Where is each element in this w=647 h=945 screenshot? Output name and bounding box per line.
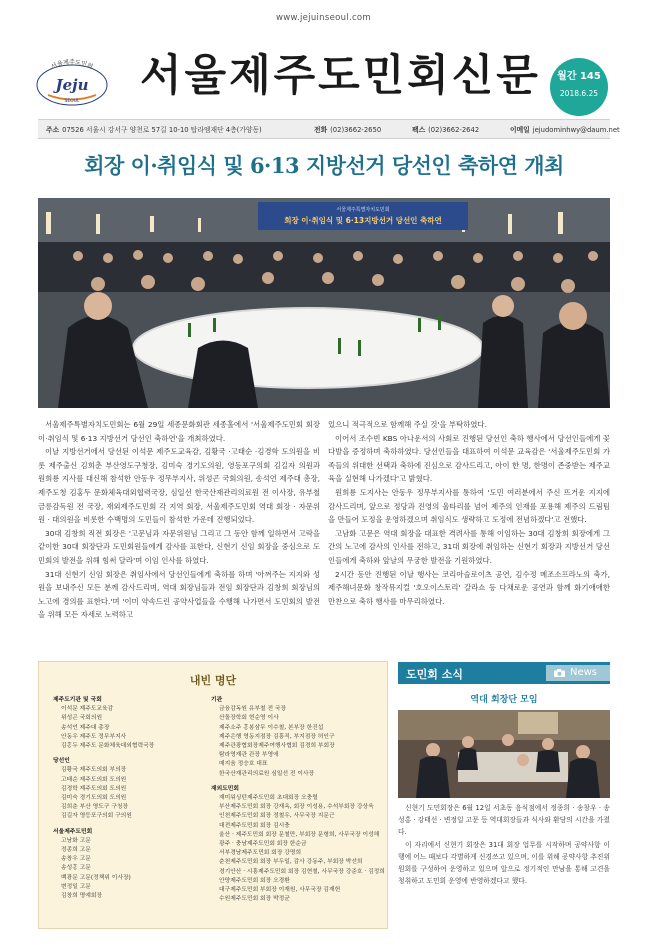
newspaper-title: 서울제주도민회신문 (140, 51, 541, 101)
banner-line2: 회장 이·취임식 및 6·13지방선거 당선인 축하연 (284, 216, 442, 225)
article-paragraph: 서울제주특별자치도민회는 6월 29일 세종문화회관 세종홀에서 '서울제주도민회 회장 이·취임식 및 6·13 지방선거 당선인 축하연'을 개최하였다. (38, 420, 320, 443)
issue-badge (550, 58, 608, 116)
news-paragraph: 이 자리에서 신현기 회장은 31대 회장 업무를 시작하며 공약사항 이행에 어느 때보다 각별하게 신경쓰고 있으며, 이를 위해 공약사항 추진위원회를 구성하여 운영하고 있으며 앞으로 정기적인 만남을 통해 고견을 청취하고 도민회 운영에 반영하겠다고 했다. (398, 840, 611, 886)
issue-date: 2018.6.25 (559, 89, 599, 98)
guest-entry: 춘천제주도민회 회장 부두일, 감사 강동주, 부회장 박선희 (219, 859, 363, 866)
headline: 회장 이·취임식 및 6·13 지방선거 당선인 축하연 개최 (84, 153, 564, 178)
guest-entry: 김홍두 제주도 문화체육대외협력국장 (61, 743, 155, 750)
guest-entry: 대구제주도민회 부회장 이재원, 사무국장 김재헌 (219, 887, 341, 894)
article-column-1 (38, 418, 320, 622)
guest-entry: 안동우 제주도 정무부지사 (61, 733, 127, 740)
banner-line1: 서울제주특별자치도민회 (336, 207, 390, 213)
guest-entry: 백광문 고문(정책위 이사장) (61, 874, 131, 881)
article-paragraph: 있으니 적극적으로 함께해 주실 것'을 부탁하였다. (328, 420, 487, 429)
article-paragraph: 30대 김창희 직전 회장은 '고문님과 자문위원님 그리고 그 동안 함께 일하면서 고락을 같이한 30대 회장단과 도민회원들에게 감사를 표한다, 신현기 신임 회장을 중심으로 도민회의 발전을 위해 힘써 달라'며 이임 인사를 하였다. (38, 528, 320, 565)
news-header-title: 도민회 소식 (406, 668, 463, 681)
guest-entry: 대전제주도민회 회장 김시충 (219, 822, 290, 829)
guest-entry: 경기안산 · 시흥제주도민회 회장 김현철, 사무국장 강준호 · 김정희 (219, 868, 385, 875)
article-paragraph: 고남화 고문은 역대 회장을 대표한 격려사를 통해 이임하는 30대 김창희 회장에게 그간의 노고에 감사의 인사를 전하고, 31대 회장에 취임하는 신현기 회장과 지방선거 당선인들에게 축하와 앞날의 무궁한 발전을 기원하였다. (328, 528, 610, 565)
article-column-2 (328, 418, 610, 608)
article-paragraph: 이날 지방선거에서 당선된 이석문 제주도교육감, 김황국 ·고태순 ·김경학 도의원을 비롯 제주출신 김희춘 부산영도구청장, 김미숙 경기도의원, 영등포구의회 김길자 의원과 원희룡 지사를 대신해 참석한 안동우 정무부지사, 위성곤 국회의원, 송석언 제주대 총장, 제주도청 김홍두 문화체육대외협력국장, 심일선 한국산재관리의료원 전 이사장, 유부철 금릉감독원 전 국장, 재외제주도민회 각 지역 회장, 서울제주도민회 역대 회장 · 자문위원 · 대의원을 비롯한 수백명의 도민들이 참석한 가운데 진행되었다. (38, 447, 320, 525)
guest-entry: 송성홍 고문 (61, 865, 91, 872)
guest-entry: 울산 · 제주도민회 회장 문철만, 부회장 문형희, 사무국장 이성해 (219, 831, 380, 838)
guest-entry: 김희춘 부산 영도구 구청장 (61, 804, 129, 811)
guest-entry: 이석문 제주도교육감 (61, 706, 114, 713)
news-photo (398, 710, 610, 798)
address: 주소 07526 서울시 강서구 양천로 57길 10-10 탑라엠재단 4층(가양동) (46, 126, 262, 134)
fax: 팩스 (02)3662-2642 (412, 126, 480, 134)
article-paragraph: 31대 신현기 신임 회장은 취임사에서 당선인들에게 축하를 하며 '아껴주는 지지와 성원을 보내주신 모든 분께 감사드리며, 역대 회장님들과 전임 회장단과 김창희 회장님의 노고에 경의를 표한다.'며 '이미 약속드린 공약사업들을 수행해 나가면서 도민회의 발전을 위해 모든 자세로 노력하고 (38, 569, 320, 620)
guest-entry: 위성곤 국회의원 (61, 715, 103, 722)
event-photo (38, 198, 610, 408)
guest-entry: 고태순 제주도의회 도의원 (61, 776, 127, 783)
logo-ring-text: 서울제주도민회 (50, 59, 94, 71)
article-paragraph: 원희룡 도지사는 안동우 정무부지사를 통하여 '도민 여러분에서 주신 뜨거운 지지에 감사드리며, 앞으로 정당과 진영의 울타리를 넘어 제주의 인재를 포용해 제주의 드림팀을 만들어 도정을 운영하겠으며 취임식도 생략하고 도정에 전념하겠다'고 전했다. (328, 487, 610, 525)
news-article (398, 802, 610, 887)
guest-entry: 한국산재관리의료원 심일선 전 이사장 (219, 770, 315, 777)
guest-entry: 인천제주도민회 회장 정철우, 사무국장 지문근 (219, 813, 335, 820)
email[interactable]: 이메일 jejudominhwy@daum.net (510, 126, 620, 134)
news-paragraph: 신현기 도민회장은 6월 12일 서초동 음식점에서 정종희 · 송창우 · 송성홍 · 강태선 · 변정일 고문 등 역대회장들과 식사와 환담의 시간을 가졌다. (398, 804, 610, 837)
guest-section: 제주도기관 및 국회 (53, 697, 102, 703)
guest-entry: 김경학 제주도의회 도의원 (61, 785, 127, 792)
guest-entry: 송창우 고문 (61, 856, 91, 863)
guest-list-box (38, 661, 388, 929)
guest-entry: 변정일 고문 (61, 883, 91, 890)
article-paragraph: 이어서 조수빈 KBS 아나운서의 사회로 진행된 당선인 축하 행사에서 당선인들에게 꽃다발을 증정하며 축하하였다. 당선인들을 대표하여 이석문 교육감은 '서울제주도민회 가족들의 위대한 선택과 축하에 진심으로 감사드리고, 아이 한 명, 한명이 존중받는 제주교육을 실현해 나가겠다'고 밝혔다. (328, 433, 610, 484)
news-header (398, 662, 610, 684)
guest-section: 서울제주도민회 (53, 828, 93, 835)
guest-section: 당선인 (53, 758, 70, 765)
guest-section: 재외도민회 (211, 785, 239, 792)
guest-entry: 수원제주도민회 회장 박정균 (219, 896, 290, 903)
guest-list-title: 내빈 명단 (189, 674, 237, 687)
camera-icon (554, 669, 565, 677)
guest-entry: 서부경남제주도민회 회장 강명희 (219, 850, 302, 857)
guest-entry: 송석언 제주대 총장 (61, 724, 110, 731)
news-tag (546, 665, 610, 681)
contact-info-bar (38, 119, 620, 139)
guest-entry: 광주 · 충남제주도민회 회장 한순금 (219, 841, 307, 848)
guest-entry: 김창희 명예회장 (61, 893, 103, 900)
guest-entry: 제주은행 영동지점장 김흥직, 부지점장 허인구 (219, 733, 335, 740)
guest-entry: 매지움 정승호 대표 (219, 761, 268, 768)
jeju-logo (34, 58, 110, 106)
guest-entry: 김황국 제주도의회 부의장 (61, 767, 127, 774)
guest-entry: 김길자 영등포구의회 구의원 (61, 813, 132, 820)
issue-number: 월간 145 (557, 71, 601, 82)
guest-entry: 김미숙 경기도의회 도의원 (61, 795, 127, 802)
news-tag-label: News (570, 667, 598, 678)
guest-entry: 금융감독원 유부철 전 국장 (219, 706, 287, 713)
guest-entry: 안양제주도민회 회장 오경환 (219, 877, 290, 884)
guest-entry: 제주관광협회장제주여행사협회 김경희 부회장 (219, 743, 335, 750)
logo-text: Jeju (55, 76, 89, 94)
article-paragraph: 2시간 동안 진행된 이날 행사는 코리아슬로이츠 공연, 김수정 메조소프라노의 축가, 제주해녀문화 창작뮤지컬 '호오이스토리' 갈라쇼 등 다채로운 공연과 함께 화기애애한 만찬으로 축하 행사를 마무리하였다. (328, 569, 610, 606)
guest-entry: 부산제주도민회 회장 강재옥, 회장 이성용, 수석부회장 강상욱 (219, 804, 374, 811)
guest-entry: 산돌장학회 현순영 이사 (219, 715, 279, 722)
guest-entry: 제주소주 홍봉삼무 이수철, 본부장 한진섭 (219, 724, 324, 731)
site-url[interactable]: www.jejuinseoul.com (275, 13, 372, 23)
guest-entry: 정종희 고문 (61, 847, 91, 854)
phone: 전화 (02)3662-2650 (314, 126, 382, 134)
news-subtitle: 역대 회장단 모임 (470, 695, 538, 705)
guest-column-right (211, 694, 385, 904)
guest-column-left (53, 694, 154, 901)
guest-entry: 탐라영재관 관장 부영애 (219, 752, 279, 759)
guest-entry: 고남화 고문 (61, 837, 91, 844)
guest-section: 기관 (211, 697, 223, 703)
logo-sub: SEOUL (64, 99, 80, 104)
guest-entry: 재미워싱턴제주도민회 초대회장 오충렬 (219, 795, 318, 802)
